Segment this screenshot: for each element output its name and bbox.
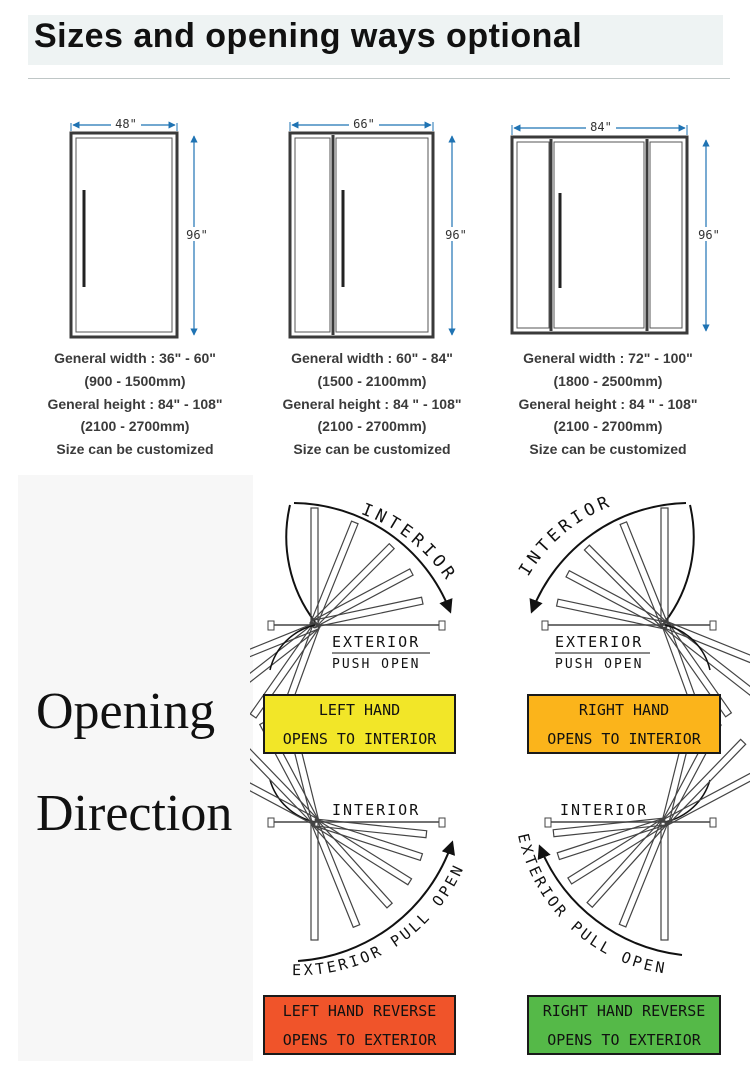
- spec-width-mm: (900 - 1500mm): [84, 372, 186, 389]
- door-2-width-label: 66": [353, 117, 375, 131]
- size-specs-1: [20, 347, 250, 461]
- label-line2: OPENS TO INTERIOR: [282, 730, 437, 748]
- page-title: Sizes and opening ways optional: [34, 17, 583, 55]
- label-line1: LEFT HAND: [318, 701, 401, 719]
- label-line2: OPENS TO EXTERIOR: [282, 1031, 437, 1049]
- label-right-hand-reverse: [527, 995, 721, 1055]
- spec-customized-note: Size can be customized: [56, 441, 214, 458]
- opening-title-panel: [18, 475, 253, 1061]
- label-line1: LEFT HAND REVERSE: [282, 1002, 437, 1020]
- size-specs-2: [257, 347, 487, 461]
- opening-direction-diagrams: [250, 475, 750, 1075]
- push-open-label: PUSH OPEN: [555, 657, 644, 672]
- door-diagram-with-sidelight: [290, 117, 472, 337]
- door-3-height-label: 96": [698, 228, 720, 242]
- door-1-height-label: 96": [186, 228, 208, 242]
- size-specs-3: [493, 347, 723, 461]
- spec-width: General width : 72" - 100": [523, 350, 693, 366]
- door-diagram-single: [71, 117, 214, 337]
- spec-width: General width : 60" - 84": [291, 350, 453, 366]
- spec-width: General width : 36" - 60": [54, 350, 216, 366]
- label-left-hand-reverse: [263, 995, 456, 1055]
- label-line1: RIGHT HAND REVERSE: [542, 1002, 706, 1020]
- door-diagram-with-two-sidelights: [512, 120, 726, 333]
- push-open-label: PUSH OPEN: [332, 657, 421, 672]
- opening-title-line2: Direction: [36, 785, 233, 842]
- spec-width-mm: (1800 - 2500mm): [553, 372, 663, 389]
- interior-arc-label: INTERIOR: [515, 491, 616, 580]
- spec-customized-note: Size can be customized: [293, 441, 451, 458]
- door-3-width-label: 84": [590, 120, 612, 134]
- spec-customized-note: Size can be customized: [529, 441, 687, 458]
- spec-height-mm: (2100 - 2700mm): [80, 418, 190, 435]
- spec-height: General height : 84 " - 108": [518, 395, 698, 412]
- interior-label: INTERIOR: [560, 801, 649, 819]
- exterior-pull-open-label: EXTERIOR PULL OPEN: [291, 860, 469, 980]
- svg-text:EXTERIOR PULL OPEN: [514, 832, 669, 978]
- exterior-label: EXTERIOR: [332, 633, 421, 651]
- opening-title-line1: Opening: [36, 683, 216, 740]
- label-line1: RIGHT HAND: [578, 701, 670, 719]
- label-right-hand: [527, 694, 721, 754]
- exterior-pull-open-label: EXTERIOR PULL OPEN: [513, 831, 669, 978]
- door-1-width-label: 48": [115, 117, 137, 131]
- spec-height: General height : 84 " - 108": [282, 395, 462, 412]
- label-line2: OPENS TO EXTERIOR: [547, 1031, 701, 1049]
- exterior-label: EXTERIOR: [555, 633, 644, 651]
- spec-height-mm: (2100 - 2700mm): [317, 418, 427, 435]
- svg-text:INTERIOR: [359, 500, 461, 586]
- label-left-hand: [263, 694, 456, 754]
- spec-height: General height : 84" - 108": [47, 395, 223, 412]
- interior-arc-label: INTERIOR: [358, 499, 461, 587]
- spec-width-mm: (1500 - 2100mm): [317, 372, 427, 389]
- label-line2: OPENS TO INTERIOR: [547, 730, 701, 748]
- interior-label: INTERIOR: [332, 801, 421, 819]
- door-2-height-label: 96": [445, 228, 467, 242]
- spec-height-mm: (2100 - 2700mm): [553, 418, 663, 435]
